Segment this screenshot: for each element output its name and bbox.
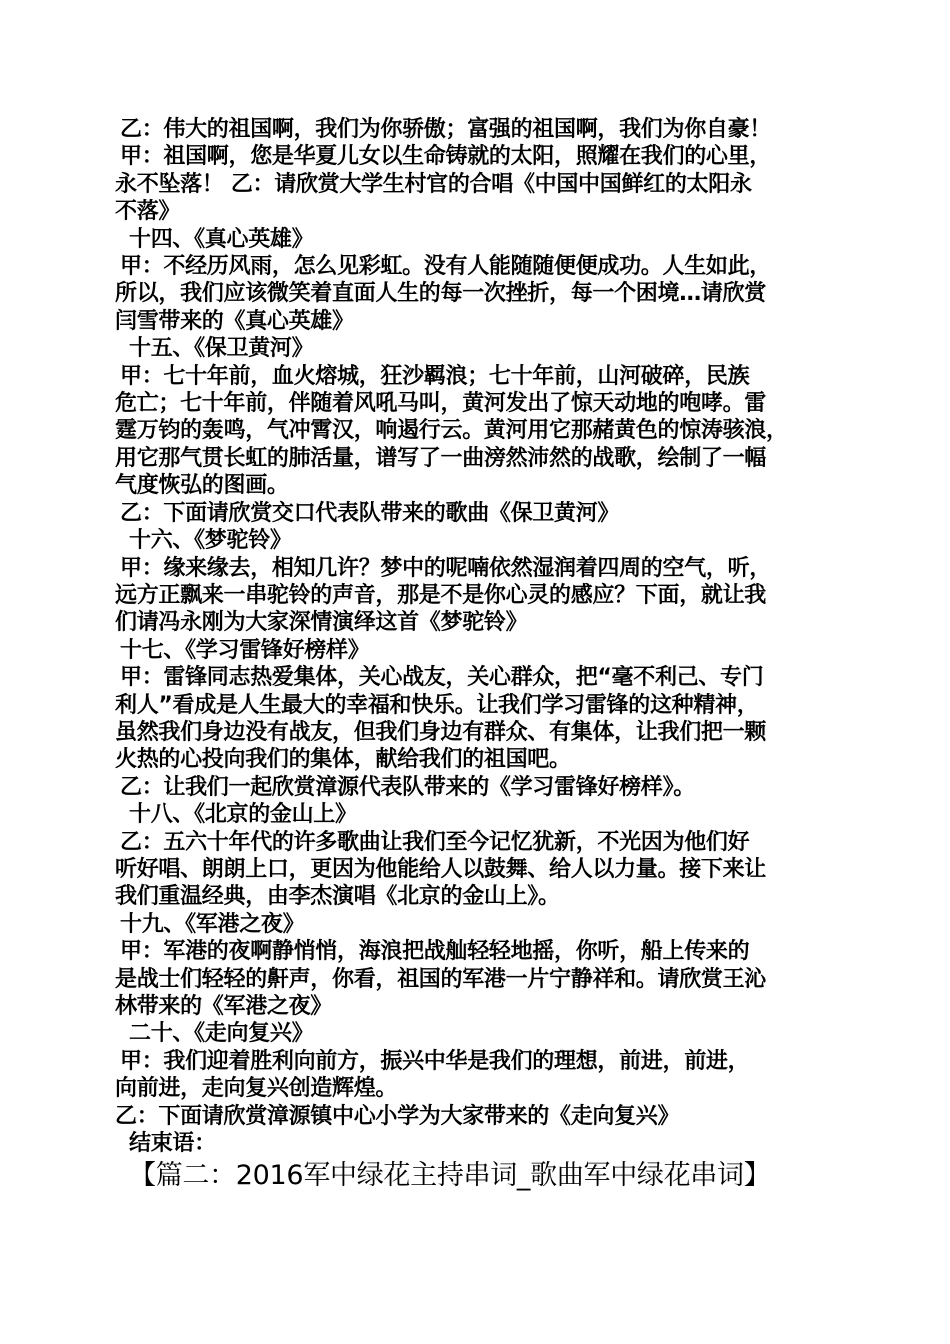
text-line: 们请冯永刚为大家深情演绎这首《梦驼铃》 [115,610,528,636]
text-line: 气度恢弘的图画。 [115,473,289,499]
text-line: 是战士们轻轻的鼾声，你看，祖国的军港一片宁静祥和。请欣赏王沁 [115,966,767,992]
section-heading: 二十、《走向复兴》 [129,1021,314,1047]
closing-heading: 结束语： [129,1131,216,1157]
text-line: 甲：雷锋同志热爱集体，关心战友，关心群众，把“毫不利己、专门 [120,665,764,691]
text-line: 甲：不经历风雨，怎么见彩虹。没有人能随随便便成功。人生如此， [120,254,772,280]
text-line: 乙：下面请欣赏交口代表队带来的歌曲《保卫黄河》 [120,500,620,526]
text-line: 林带来的《军港之夜》 [115,994,333,1019]
section-heading: 十五、《保卫黄河》 [129,336,314,362]
text-line: 不落》 [115,199,181,225]
text-line: 乙：五六十年代的许多歌曲让我们至今记忆犹新，不光因为他们好 [120,829,750,855]
text-line: 虽然我们身边没有战友，但我们身边有群众、有集体，让我们把一颗 [115,719,767,745]
text-line: 霆万钧的轰鸣，气冲霄汉，响遏行云。黄河用它那赭黄色的惊涛骇浪， [115,418,788,444]
text-line: 乙：伟大的祖国啊，我们为你骄傲；富强的祖国啊，我们为你自豪！ [120,117,772,142]
footer-heading: 【篇二：2016军中绿花主持串词_歌曲军中绿花串词】 [129,1160,771,1192]
section-heading: 十八、《北京的金山上》 [129,802,357,828]
text-line: 乙：让我们一起欣赏漳源代表队带来的《学习雷锋好榜样》。 [120,774,695,800]
document-body [115,116,855,1193]
text-line: 利人”看成是人生最大的幸福和快乐。让我们学习雷锋的这种精神， [115,692,759,718]
text-line: 永不坠落！ 乙：请欣赏大学生村官的合唱《中国中国鲜红的太阳永 [115,171,752,197]
text-line: 火热的心投向我们的集体，献给我们的祖国吧。 [115,747,571,773]
text-line: 听好唱、朗朗上口，更因为他能给人以鼓舞、给人以力量。接下来让 [115,856,767,882]
text-line: 用它那气贯长虹的肺活量，谱写了一曲滂然沛然的战歌，绘制了一幅 [115,445,767,471]
section-heading: 十四、《真心英雄》 [129,226,314,252]
section-heading: 十六、《梦驼铃》 [129,528,292,554]
text-line: 乙：下面请欣赏漳源镇中心小学为大家带来的《走向复兴》 [115,1103,680,1129]
text-line: 我们重温经典，由李杰演唱《北京的金山上》。 [115,884,560,910]
text-line: 闫雪带来的《真心英雄》 [115,308,354,334]
section-heading: 十七、《学习雷锋好榜样》 [120,637,370,663]
text-line: 向前进，走向复兴创造辉煌。 [115,1076,398,1102]
text-line: 危亡；七十年前，伴随着风吼马叫，黄河发出了惊天动地的咆哮。雷 [115,391,767,417]
text-line: 甲：祖国啊，您是华夏儿女以生命铸就的太阳，照耀在我们的心里， [120,144,772,170]
text-line: 甲：缘来缘去，相知几许？梦中的呢喃依然湿润着四周的空气，听， [120,555,772,581]
text-line: 甲：我们迎着胜利向前方，振兴中华是我们的理想，前进，前进， [120,1048,750,1074]
text-line: 甲：七十年前，血火熔城，狂沙羁浪；七十年前，山河破碎，民族 [120,363,750,389]
text-line: 所以，我们应该微笑着直面人生的每一次挫折，每一个困境…请欣赏 [115,281,767,307]
text-line: 远方正飘来一串驼铃的声音，那是不是你心灵的感应？下面，就让我 [115,582,767,608]
section-heading: 十九、《军港之夜》 [120,911,305,937]
text-line: 甲：军港的夜啊静悄悄，海浪把战舢轻轻地摇，你听，船上传来的 [120,939,750,965]
